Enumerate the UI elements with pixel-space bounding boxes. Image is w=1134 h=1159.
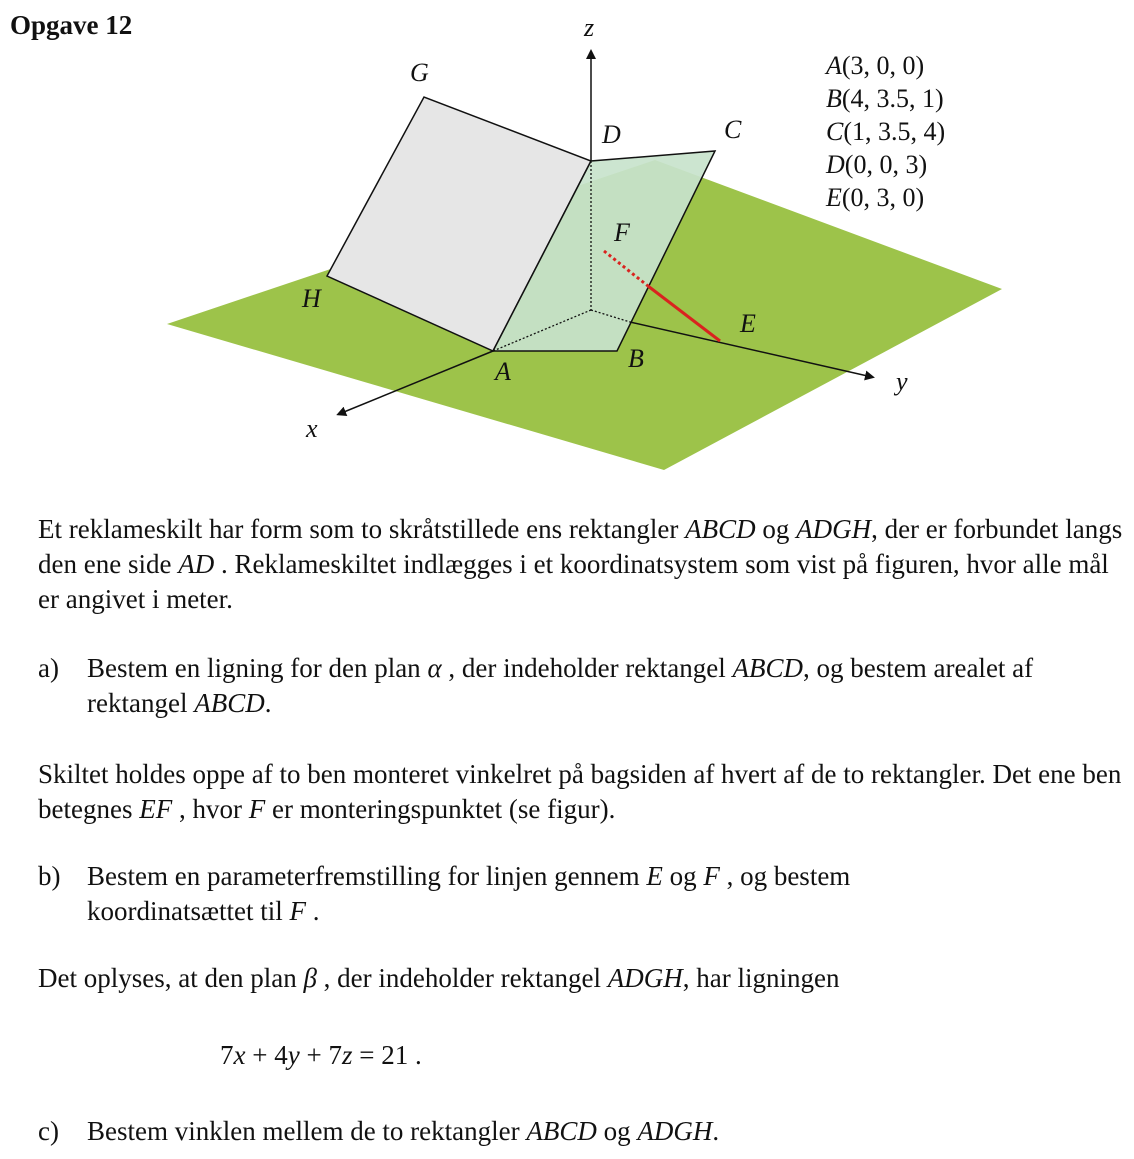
coordinate-e: E(0, 3, 0): [826, 183, 925, 212]
intro-paragraph: Et reklameskilt har form som to skråtstillede ens rektangler ABCD og ADGH, der er forbundet langs den ene side AD . Reklameskiltet indlægges i et koordinatsystem som vist på figuren, hvor alle mål er angivet i meter.: [38, 514, 1123, 614]
label-y-axis: y: [896, 367, 908, 396]
coordinate-d: D(0, 0, 3): [826, 150, 928, 179]
label-z-axis: z: [584, 13, 595, 42]
label-point-c: C: [724, 115, 742, 144]
question-c-label: c): [38, 1116, 59, 1146]
figure-3d-sign: [0, 0, 1134, 500]
label-point-b: B: [628, 344, 644, 373]
label-point-f: F: [614, 218, 630, 247]
label-point-g: G: [410, 58, 429, 87]
label-point-e: E: [740, 309, 756, 338]
coordinates-list: [826, 49, 945, 214]
plane-beta-equation: 7x + 4y + 7z = 21 .: [220, 1040, 422, 1070]
plane-beta-paragraph: Det oplyses, at den plan β , der indeholder rektangel ADGH, har ligningen: [38, 963, 840, 993]
label-point-a: A: [495, 357, 511, 386]
label-x-axis: x: [306, 414, 318, 443]
label-point-d: D: [602, 120, 621, 149]
question-b-label: b): [38, 861, 61, 891]
question-a-label: a): [38, 653, 59, 683]
coordinate-b: B(4, 3.5, 1): [826, 84, 944, 113]
coordinate-c: C(1, 3.5, 4): [826, 117, 946, 146]
support-paragraph: Skiltet holdes oppe af to ben monteret vinkelret på bagsiden af hvert af de to rektangler. Det ene ben betegnes EF , hvor F er monteringspunktet (se figur).: [38, 759, 1122, 824]
exercise-title: Opgave 12: [10, 10, 133, 40]
coordinate-a: A(3, 0, 0): [826, 51, 925, 80]
label-point-h: H: [302, 284, 321, 313]
